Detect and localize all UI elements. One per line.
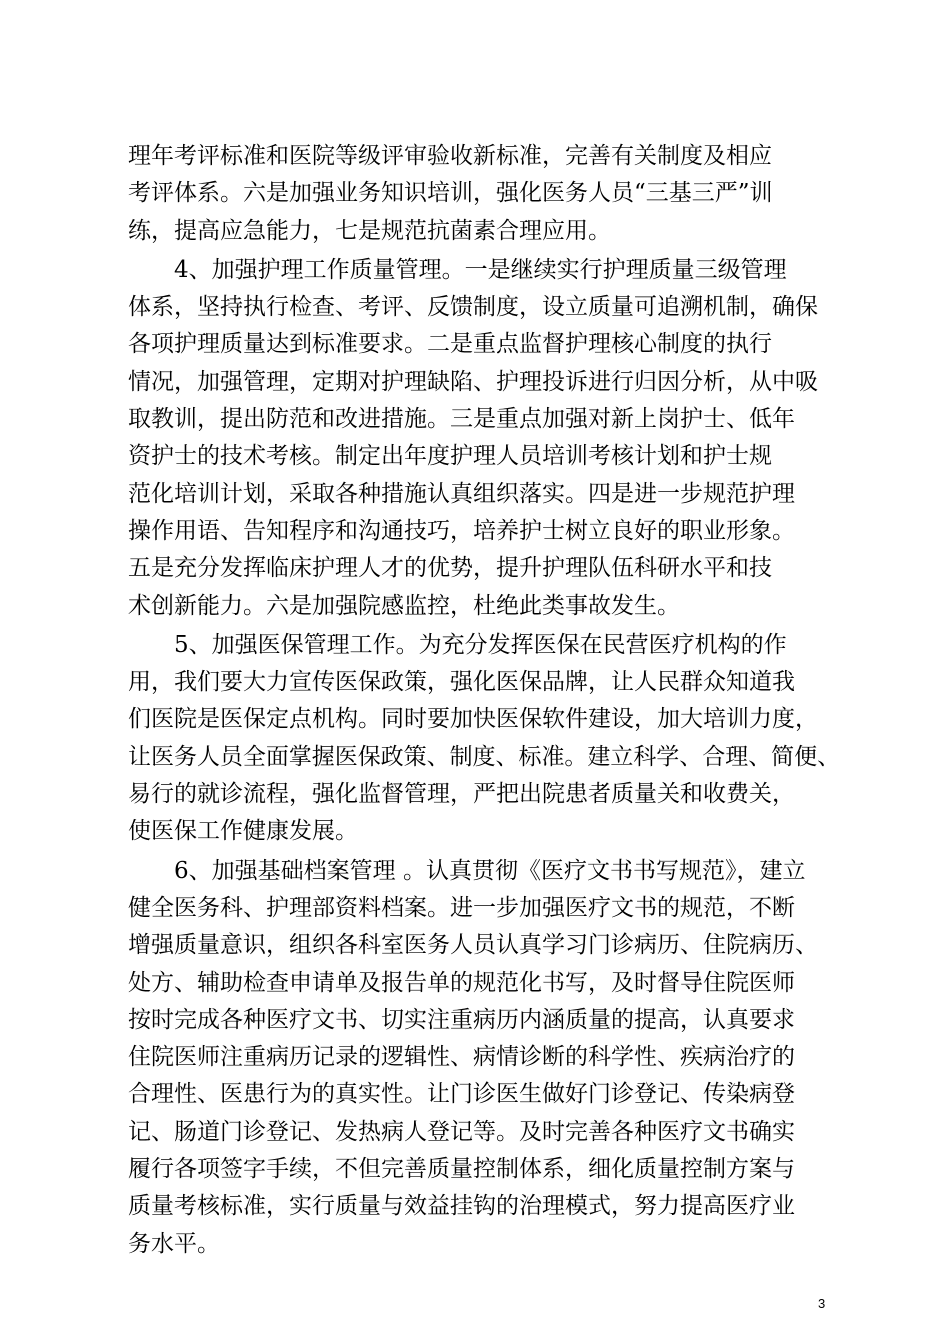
text-line: 理年考评标准和医院等级评审验收新标准，完善有关制度及相应	[128, 143, 772, 169]
text-line: 按时完成各种医疗文书、切实注重病历内涵质量的提高，认真要求	[128, 1006, 795, 1033]
text-line: 增强质量意识，组织各科室医务人员认真学习门诊病历、住院病历、	[128, 932, 818, 959]
text-line: 记、肠道门诊登记、发热病人登记等。及时完善各种医疗文书确实	[128, 1118, 795, 1145]
text-line: 4、加强护理工作质量管理。一是继续实行护理质量三级管理	[174, 256, 787, 283]
page-number: 3	[818, 1296, 826, 1311]
paragraph	[128, 853, 840, 1263]
text-line: 资护士的技术考核。制定出年度护理人员培训考核计划和护士规	[128, 443, 772, 470]
text-line: 术创新能力。六是加强院感监控，杜绝此类事故发生。	[128, 592, 680, 619]
text-line: 范化培训计划，采取各种措施认真组织落实。四是进一步规范护理	[128, 480, 795, 507]
text-line: 处方、辅助检查申请单及报告单的规范化书写，及时督导住院医师	[128, 969, 795, 996]
text-line: 取教训，提出防范和改进措施。三是重点加强对新上岗护士、低年	[128, 406, 795, 433]
text-line: 让医务人员全面掌握医保政策、制度、标准。建立科学、合理、简便、	[128, 743, 841, 770]
text-line: 住院医师注重病历记录的逻辑性、病情诊断的科学性、疾病治疗的	[128, 1044, 795, 1071]
text-line: 履行各项签字手续，不但完善质量控制体系，细化质量控制方案与	[128, 1156, 795, 1183]
text-line: 使医保工作健康发展。	[128, 818, 358, 845]
paragraph	[128, 252, 840, 625]
text-line: 6、加强基础档案管理 。认真贯彻《医疗文书书写规范》，建立	[174, 857, 806, 884]
text-line: 5、加强医保管理工作。为充分发挥医保在民营医疗机构的作	[174, 631, 787, 658]
text-line: 练，提高应急能力，七是规范抗菌素合理应用。	[128, 217, 611, 244]
paragraph	[128, 627, 840, 851]
text-line: 五是充分发挥临床护理人才的优势，提升护理队伍科研水平和技	[128, 555, 772, 582]
text-line: 用，我们要大力宣传医保政策，强化医保品牌，让人民群众知道我	[128, 669, 795, 696]
text-line: 健全医务科、护理部资料档案。进一步加强医疗文书的规范，不断	[128, 894, 795, 921]
text-line: 考评体系。六是加强业务知识培训，强化医务人员“三基三严”训	[128, 180, 773, 207]
paragraph	[128, 138, 840, 250]
text-line: 操作用语、告知程序和沟通技巧，培养护士树立良好的职业形象。	[128, 517, 795, 544]
text-line: 们医院是医保定点机构。同时要加快医保软件建设，加大培训力度，	[128, 706, 818, 733]
text-line: 各项护理质量达到标准要求。二是重点监督护理核心制度的执行	[128, 331, 772, 358]
text-line: 体系，坚持执行检查、考评、反馈制度，设立质量可追溯机制，确保	[128, 294, 818, 321]
text-line: 务水平。	[128, 1230, 220, 1257]
text-line: 易行的就诊流程，强化监督管理，严把出院患者质量关和收费关，	[128, 781, 795, 808]
document-body	[128, 138, 840, 1263]
text-line: 情况，加强管理，定期对护理缺陷、护理投诉进行归因分析，从中吸	[128, 368, 818, 395]
text-line: 合理性、医患行为的真实性。让门诊医生做好门诊登记、传染病登	[128, 1081, 795, 1108]
text-line: 质量考核标准，实行质量与效益挂钩的治理模式，努力提高医疗业	[128, 1193, 795, 1220]
